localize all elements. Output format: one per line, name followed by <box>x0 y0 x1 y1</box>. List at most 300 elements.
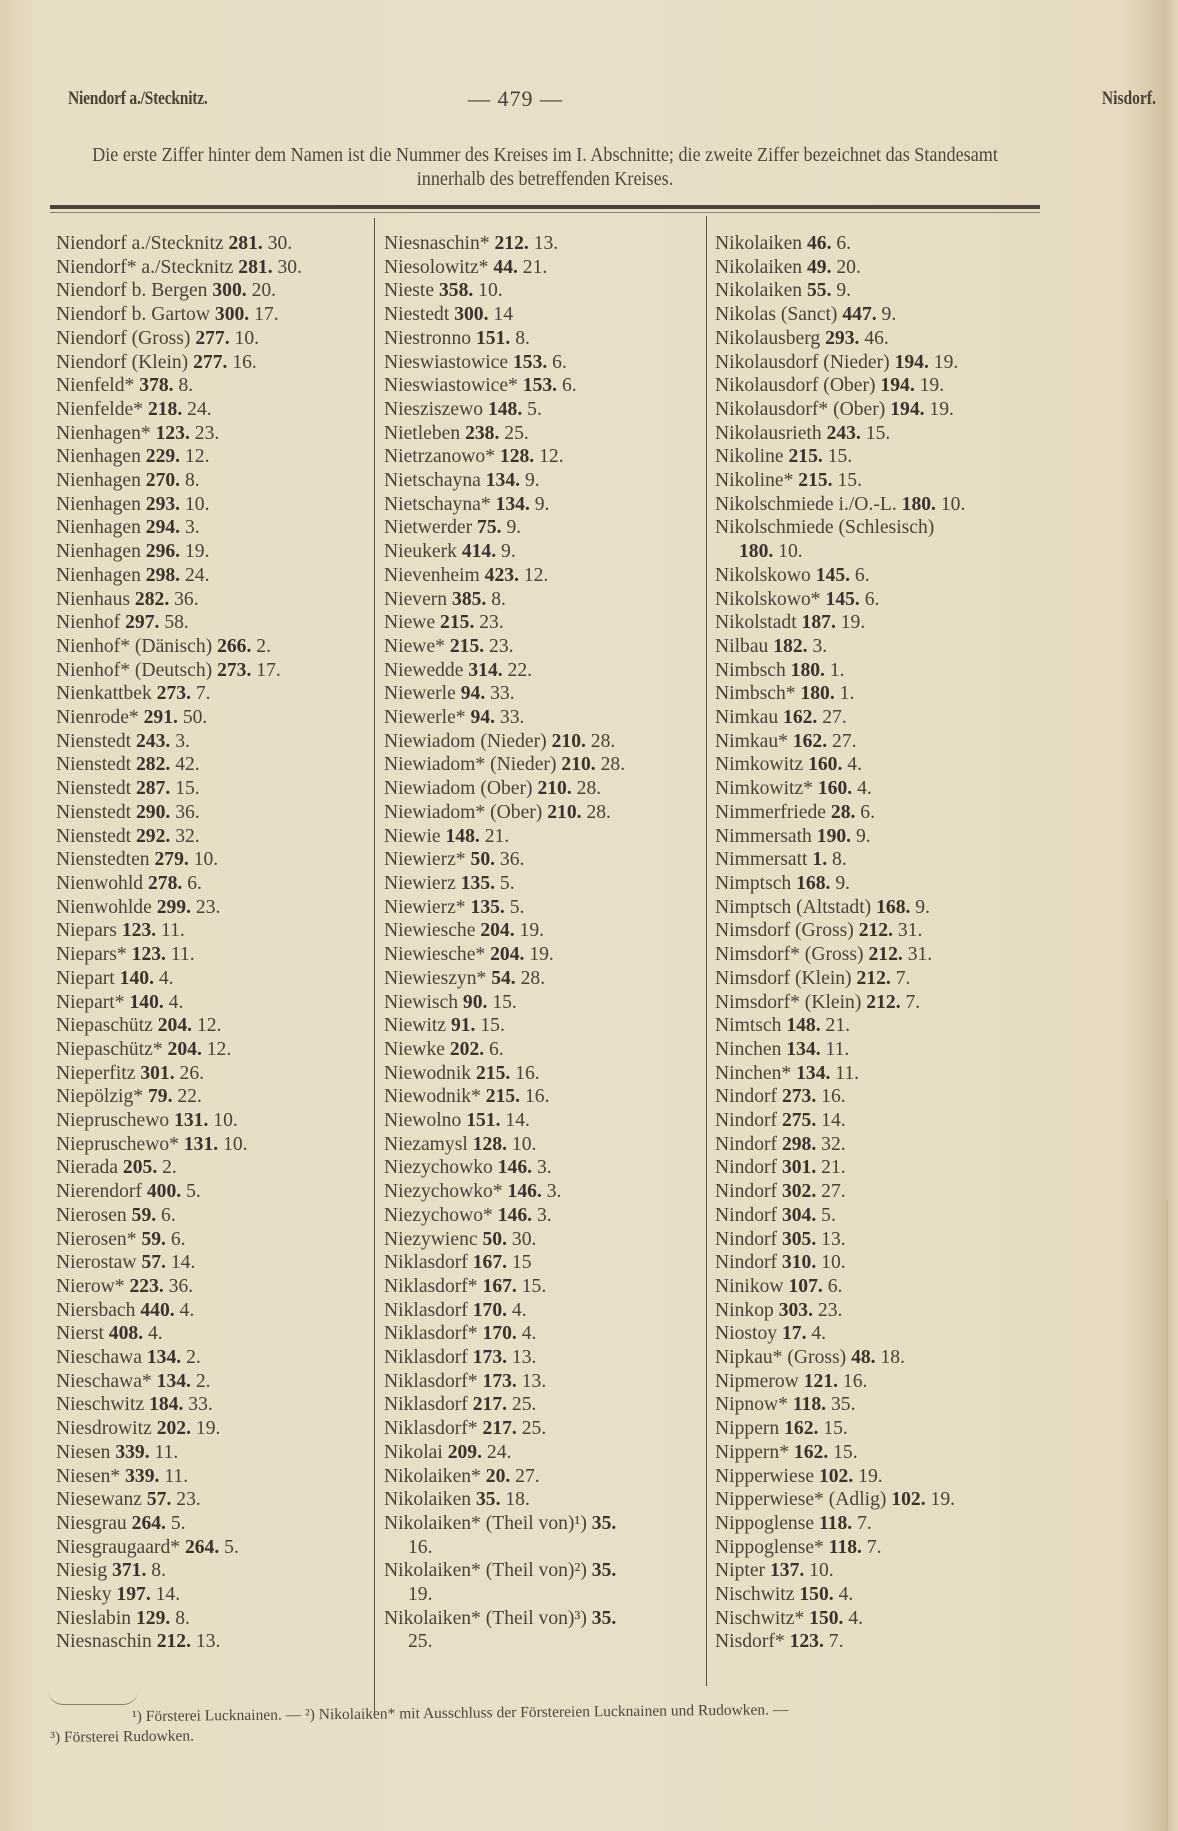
place-name: Niesnaschin <box>56 1631 152 1653</box>
place-name: Niezychowo* <box>384 1204 493 1226</box>
standesamt-number: 5. <box>509 896 525 918</box>
standesamt-number: 5. <box>170 1512 186 1534</box>
standesamt-number: 4. <box>179 1299 195 1321</box>
kreis-number: 146. <box>507 1181 542 1203</box>
index-entry <box>384 279 694 303</box>
index-entry <box>56 1204 366 1228</box>
place-name: Nieslabin <box>56 1607 132 1629</box>
standesamt-number: 13. <box>533 233 559 254</box>
kreis-number: 182. <box>773 635 808 657</box>
kreis-number: 134. <box>495 493 530 515</box>
page-number: — 479 — <box>468 86 563 111</box>
index-entry <box>56 351 366 375</box>
standesamt-number: 1. <box>839 683 855 705</box>
place-name: Niezychowko* <box>384 1181 503 1203</box>
index-entry <box>56 1062 366 1086</box>
kreis-number: 146. <box>497 1157 533 1179</box>
standesamt-number: 5. <box>527 398 542 420</box>
index-entry <box>715 682 1045 706</box>
kreis-number: 290. <box>136 801 171 823</box>
place-name: Nischwitz* <box>715 1607 805 1629</box>
standesamt-number: 13. <box>521 1370 547 1392</box>
index-entry <box>56 896 366 920</box>
index-entry <box>715 896 1045 920</box>
kreis-number: 197. <box>116 1584 151 1606</box>
index-entry <box>56 1156 366 1180</box>
index-entry <box>715 279 1045 303</box>
standesamt-number: 14. <box>505 1110 530 1132</box>
kreis-number: 266. <box>217 635 252 657</box>
standesamt-number: 10. <box>193 849 219 871</box>
index-entry <box>56 1393 366 1417</box>
kreis-number: 170. <box>472 1299 508 1321</box>
place-name: Nimptsch <box>715 872 792 894</box>
standesamt-number: 9. <box>881 304 897 326</box>
index-entry <box>384 303 694 327</box>
place-name: Ninchen* <box>715 1062 792 1084</box>
index-entry <box>384 374 694 398</box>
kreis-number: 300. <box>214 304 250 326</box>
place-name: Nimkowitz* <box>715 778 813 800</box>
index-entry <box>56 469 366 493</box>
kreis-number: 277. <box>195 327 230 349</box>
place-name: Nienhagen <box>56 564 141 586</box>
standesamt-number: 15. <box>833 1441 858 1463</box>
index-entry <box>56 682 366 706</box>
place-name: Nikolskowo <box>715 564 811 586</box>
standesamt-number: 19. <box>195 1418 221 1440</box>
place-name: Nienhof <box>56 612 121 634</box>
index-entry <box>384 1133 694 1157</box>
kreis-number: 293. <box>145 493 181 515</box>
standesamt-number: 18. <box>880 1347 905 1369</box>
index-entry <box>56 777 366 801</box>
index-entry <box>715 351 1045 375</box>
kreis-number: 90. <box>462 991 488 1013</box>
place-name: Niepart* <box>56 991 125 1013</box>
standesamt-number: 13. <box>821 1228 846 1250</box>
place-name: Nipnow* <box>715 1394 788 1416</box>
index-entry <box>384 635 694 659</box>
index-entry <box>384 706 694 730</box>
index-entry <box>384 493 694 517</box>
kreis-number: 49. <box>806 256 832 278</box>
standesamt-number: 19. <box>840 612 866 634</box>
place-name: Nischwitz <box>715 1584 795 1606</box>
place-name: Nimsdorf (Klein) <box>715 967 852 989</box>
standesamt-number: 9. <box>501 541 516 563</box>
index-entry <box>715 469 1045 493</box>
index-entry <box>715 825 1045 849</box>
place-name: Nienrode* <box>56 707 139 729</box>
place-name: Niewierz* <box>384 896 466 918</box>
kreis-number: 215. <box>798 470 833 492</box>
kreis-number: 46. <box>806 233 832 254</box>
index-entry <box>715 374 1045 398</box>
index-entry <box>715 730 1045 754</box>
place-name: Niewitz <box>384 1015 447 1037</box>
standesamt-number: 23. <box>489 635 514 657</box>
kreis-number: 202. <box>156 1418 191 1440</box>
place-name: Nienhagen* <box>56 422 151 444</box>
kreis-number: 339. <box>125 1465 160 1487</box>
kreis-number: 310. <box>781 1252 817 1274</box>
kreis-number: 275. <box>781 1110 817 1132</box>
kreis-number: 304. <box>781 1204 817 1226</box>
place-name: Niewieszyn* <box>384 967 487 989</box>
place-name: Niesig <box>56 1560 108 1582</box>
place-name: Nindorf <box>715 1157 778 1179</box>
standesamt-number: 19. <box>919 375 945 397</box>
index-column-1 <box>56 232 366 1654</box>
place-name: Ninchen <box>715 1038 782 1060</box>
index-entry <box>384 1559 694 1606</box>
standesamt-number: 7. <box>866 1536 882 1558</box>
index-entry <box>56 516 366 540</box>
standesamt-number: 12. <box>196 1015 222 1037</box>
index-entry <box>384 445 694 469</box>
kreis-number: 282. <box>136 754 171 776</box>
kreis-number: 180. <box>790 659 825 681</box>
standesamt-number: 19. <box>933 351 959 373</box>
standesamt-number: 2. <box>195 1370 211 1392</box>
place-name: Nikolai <box>384 1441 443 1463</box>
kreis-number: 50. <box>470 849 496 871</box>
kreis-number: 204. <box>167 1038 202 1060</box>
standesamt-number: 10. <box>213 1110 238 1132</box>
index-entry <box>56 303 366 327</box>
place-name: Niewe* <box>384 635 445 657</box>
kreis-number: 123. <box>789 1631 824 1653</box>
kreis-number: 173. <box>472 1347 508 1369</box>
place-name: Nierosen* <box>56 1228 137 1250</box>
standesamt-number: 46. <box>864 327 889 349</box>
kreis-number: 223. <box>129 1275 164 1297</box>
kreis-number: 107. <box>788 1275 823 1297</box>
index-entry <box>384 753 694 777</box>
kreis-number: 168. <box>796 872 831 894</box>
place-name: Nippoglense <box>715 1512 815 1534</box>
kreis-number: 187. <box>801 612 836 634</box>
place-name: Nindorf <box>715 1181 778 1203</box>
place-name: Niklasdorf <box>384 1299 468 1321</box>
standesamt-number: 7. <box>895 967 911 989</box>
standesamt-number: 16. <box>408 1536 433 1558</box>
standesamt-number: 8. <box>178 375 194 397</box>
place-name: Nikolas (Sanct) <box>715 304 838 326</box>
index-entry <box>56 1512 366 1536</box>
kreis-number: 180. <box>901 493 936 515</box>
standesamt-number: 21. <box>825 1015 851 1037</box>
standesamt-number: 3. <box>175 730 190 752</box>
index-entry <box>384 777 694 801</box>
place-name: Niendorf b. Bergen <box>56 280 208 302</box>
standesamt-number: 15. <box>521 1275 547 1297</box>
place-name: Nikolaiken <box>384 1489 472 1511</box>
kreis-number: 35. <box>591 1512 617 1534</box>
kreis-number: 215. <box>440 612 475 634</box>
standesamt-number: 3. <box>812 635 828 657</box>
index-entry <box>56 1275 366 1299</box>
place-name: Niewerle <box>384 683 456 705</box>
kreis-number: 134. <box>156 1370 191 1392</box>
kreis-number: 123. <box>131 944 166 966</box>
place-name: Nikolskowo* <box>715 588 821 610</box>
kreis-number: 358. <box>438 280 474 302</box>
kreis-number: 212. <box>858 920 893 942</box>
kreis-number: 299. <box>156 896 191 918</box>
kreis-number: 270. <box>145 470 181 492</box>
index-entry <box>715 659 1045 683</box>
index-entry <box>715 943 1045 967</box>
place-name: Nimbsch* <box>715 683 796 705</box>
place-name: Niersbach <box>56 1299 136 1321</box>
kreis-number: 190. <box>816 825 852 847</box>
place-name: Niepruschewo* <box>56 1133 179 1155</box>
index-entry <box>715 777 1045 801</box>
place-name: Niewe <box>384 612 436 634</box>
standesamt-number: 15. <box>492 991 517 1013</box>
standesamt-number: 6. <box>170 1228 186 1250</box>
standesamt-number: 16. <box>524 1086 550 1108</box>
place-name: Niewie <box>384 825 441 847</box>
kreis-number: 102. <box>818 1465 854 1487</box>
kreis-number: 160. <box>808 754 843 776</box>
kreis-number: 297. <box>125 612 160 634</box>
standesamt-number: 33. <box>188 1394 213 1416</box>
index-entry <box>715 1085 1045 1109</box>
standesamt-number: 14. <box>821 1110 846 1132</box>
kreis-number: 134. <box>786 1038 821 1060</box>
kreis-number: 75. <box>477 517 502 539</box>
standesamt-number: 6. <box>161 1204 176 1226</box>
index-entry <box>384 1346 694 1370</box>
index-entry <box>56 659 366 683</box>
kreis-number: 301. <box>140 1062 175 1084</box>
kreis-number: 303. <box>778 1299 813 1321</box>
place-name: Niepruschewo <box>56 1110 170 1132</box>
kreis-number: 128. <box>499 446 535 468</box>
standesamt-number: 5. <box>186 1181 201 1203</box>
index-entry <box>715 422 1045 446</box>
standesamt-number: 15. <box>827 446 853 468</box>
kreis-number: 217. <box>482 1418 517 1440</box>
place-name: Nietschayna* <box>384 493 491 515</box>
kreis-number: 215. <box>788 446 823 468</box>
kreis-number: 134. <box>146 1347 182 1369</box>
kreis-number: 298. <box>145 564 181 586</box>
kreis-number: 293. <box>825 327 860 349</box>
standesamt-number: 11. <box>835 1062 860 1084</box>
place-name: Nikolstadt <box>715 612 797 634</box>
place-name: Nienhaus <box>56 588 131 610</box>
standesamt-number: 8. <box>832 849 847 871</box>
place-name: Nienwohlde <box>56 896 152 918</box>
index-entry <box>56 1014 366 1038</box>
kreis-number: 314. <box>468 659 503 681</box>
standesamt-number: 27. <box>821 1181 846 1203</box>
place-name: Niezywienc <box>384 1228 478 1250</box>
kreis-number: 160. <box>817 778 853 800</box>
kreis-number: 243. <box>826 422 861 444</box>
kreis-number: 194. <box>890 398 925 420</box>
place-name: Nindorf <box>715 1133 778 1155</box>
standesamt-number: 27. <box>515 1465 540 1487</box>
standesamt-number: 4. <box>811 1323 827 1345</box>
kreis-number: 28. <box>830 801 856 823</box>
place-name: Niendorf (Klein) <box>56 351 189 373</box>
index-entry <box>715 1536 1045 1560</box>
index-entry <box>56 967 366 991</box>
place-name: Niesky <box>56 1584 112 1606</box>
index-entry <box>56 232 366 256</box>
kreis-number: 298. <box>781 1133 817 1155</box>
standesamt-number: 23. <box>194 422 220 444</box>
kreis-number: 339. <box>115 1441 150 1463</box>
index-entry <box>715 872 1045 896</box>
standesamt-number: 15. <box>175 778 200 800</box>
index-entry <box>384 1204 694 1228</box>
place-name: Nimmerfriede <box>715 801 826 823</box>
standesamt-number: 9. <box>524 470 540 492</box>
standesamt-number: 28. <box>576 778 602 800</box>
kreis-number: 215. <box>475 1062 511 1084</box>
standesamt-number: 32. <box>175 825 200 847</box>
standesamt-number: 13. <box>195 1631 221 1653</box>
place-name: Nilbau <box>715 635 769 657</box>
standesamt-number: 4. <box>168 991 184 1013</box>
kreis-number: 371. <box>112 1560 147 1582</box>
standesamt-number: 17. <box>254 304 279 326</box>
place-name: Niklasdorf <box>384 1394 468 1416</box>
standesamt-number: 8. <box>151 1560 166 1582</box>
standesamt-number: 9. <box>915 896 930 918</box>
index-entry <box>384 469 694 493</box>
kreis-number: 277. <box>193 351 228 373</box>
index-entry <box>384 730 694 754</box>
standesamt-number: 4. <box>848 1607 864 1629</box>
index-entry <box>56 1133 366 1157</box>
kreis-number: 140. <box>129 991 164 1013</box>
index-entry <box>56 445 366 469</box>
standesamt-number: 24. <box>187 398 212 420</box>
standesamt-number: 21. <box>821 1157 846 1179</box>
index-entry <box>715 1180 1045 1204</box>
kreis-number: 212. <box>494 233 529 254</box>
index-entry <box>56 706 366 730</box>
place-name: Nikolausdorf (Ober) <box>715 375 876 397</box>
standesamt-number: 23. <box>195 896 221 918</box>
standesamt-number: 9. <box>835 872 851 894</box>
kreis-number: 400. <box>146 1181 182 1203</box>
place-name: Nipmerow <box>715 1370 799 1392</box>
place-name: Nierosen <box>56 1204 127 1226</box>
standesamt-number: 2. <box>186 1347 201 1369</box>
index-entry <box>384 540 694 564</box>
place-name: Niewke <box>384 1038 445 1060</box>
kreis-number: 305. <box>781 1228 817 1250</box>
index-entry <box>715 1204 1045 1228</box>
standesamt-number: 11. <box>825 1038 850 1060</box>
kreis-number: 145. <box>825 588 860 610</box>
standesamt-number: 6. <box>552 351 567 373</box>
standesamt-number: 28. <box>590 730 616 752</box>
place-name: Nierostaw <box>56 1252 137 1274</box>
index-entry <box>56 374 366 398</box>
index-entry <box>384 1109 694 1133</box>
standesamt-number: 4. <box>158 967 174 989</box>
standesamt-number: 6. <box>187 872 202 894</box>
page-edge-shadow <box>1166 1200 1168 1830</box>
standesamt-number: 6. <box>854 564 870 586</box>
index-entry <box>715 753 1045 777</box>
place-name: Niewiadom* (Nieder) <box>384 754 557 776</box>
place-name: Nierendorf <box>56 1181 142 1203</box>
kreis-number: 162. <box>793 1441 829 1463</box>
place-name: Nikolaiken <box>715 256 803 278</box>
kreis-number: 278. <box>147 872 183 894</box>
place-name: Niewiesche* <box>384 944 486 966</box>
standesamt-number: 25. <box>511 1394 537 1416</box>
index-entry <box>56 279 366 303</box>
standesamt-number: 19. <box>529 944 554 966</box>
place-name: Nienstedten <box>56 849 150 871</box>
index-entry <box>384 1322 694 1346</box>
column-divider-1 <box>374 218 375 1713</box>
index-entry <box>384 1370 694 1394</box>
place-name: Nienhagen <box>56 446 141 468</box>
place-name: Nikolaiken* (Theil von)¹) <box>384 1512 587 1534</box>
index-column-3 <box>715 232 1045 1654</box>
place-name: Nienstedt <box>56 754 132 776</box>
index-entry <box>384 398 694 422</box>
standesamt-number: 30. <box>511 1228 537 1250</box>
kreis-number: 17. <box>781 1323 807 1345</box>
standesamt-number: 19. <box>184 541 210 563</box>
index-entry <box>715 1370 1045 1394</box>
kreis-number: 140. <box>119 967 154 989</box>
running-head-last-entry: Nisdorf. <box>1101 88 1156 109</box>
kreis-number: 204. <box>490 944 525 966</box>
kreis-number: 128. <box>472 1133 507 1155</box>
place-name: Nimsdorf* (Gross) <box>715 944 864 966</box>
place-name: Nimkau* <box>715 730 788 752</box>
standesamt-number: 15. <box>865 422 891 444</box>
standesamt-number: 8. <box>491 588 506 610</box>
index-entry <box>56 872 366 896</box>
place-name: Niestedt <box>384 304 450 326</box>
kreis-number: 300. <box>212 280 247 302</box>
index-entry <box>56 753 366 777</box>
index-entry <box>715 1038 1045 1062</box>
place-name: Nieswiastowice <box>384 351 509 373</box>
standesamt-number: 6. <box>864 588 880 610</box>
standesamt-number: 11. <box>161 920 185 942</box>
index-entry <box>715 1583 1045 1607</box>
index-entry <box>56 801 366 825</box>
place-name: Niklasdorf <box>384 1252 468 1274</box>
place-name: Niepart <box>56 967 115 989</box>
kreis-number: 50. <box>482 1228 507 1250</box>
standesamt-number: 9. <box>506 517 522 539</box>
index-entry <box>384 1465 694 1489</box>
kreis-number: 243. <box>136 730 171 752</box>
index-entry <box>56 588 366 612</box>
kreis-number: 210. <box>561 754 596 776</box>
place-name: Nindorf <box>715 1252 778 1274</box>
kreis-number: 279. <box>154 849 189 871</box>
standesamt-number: 2. <box>162 1157 177 1179</box>
